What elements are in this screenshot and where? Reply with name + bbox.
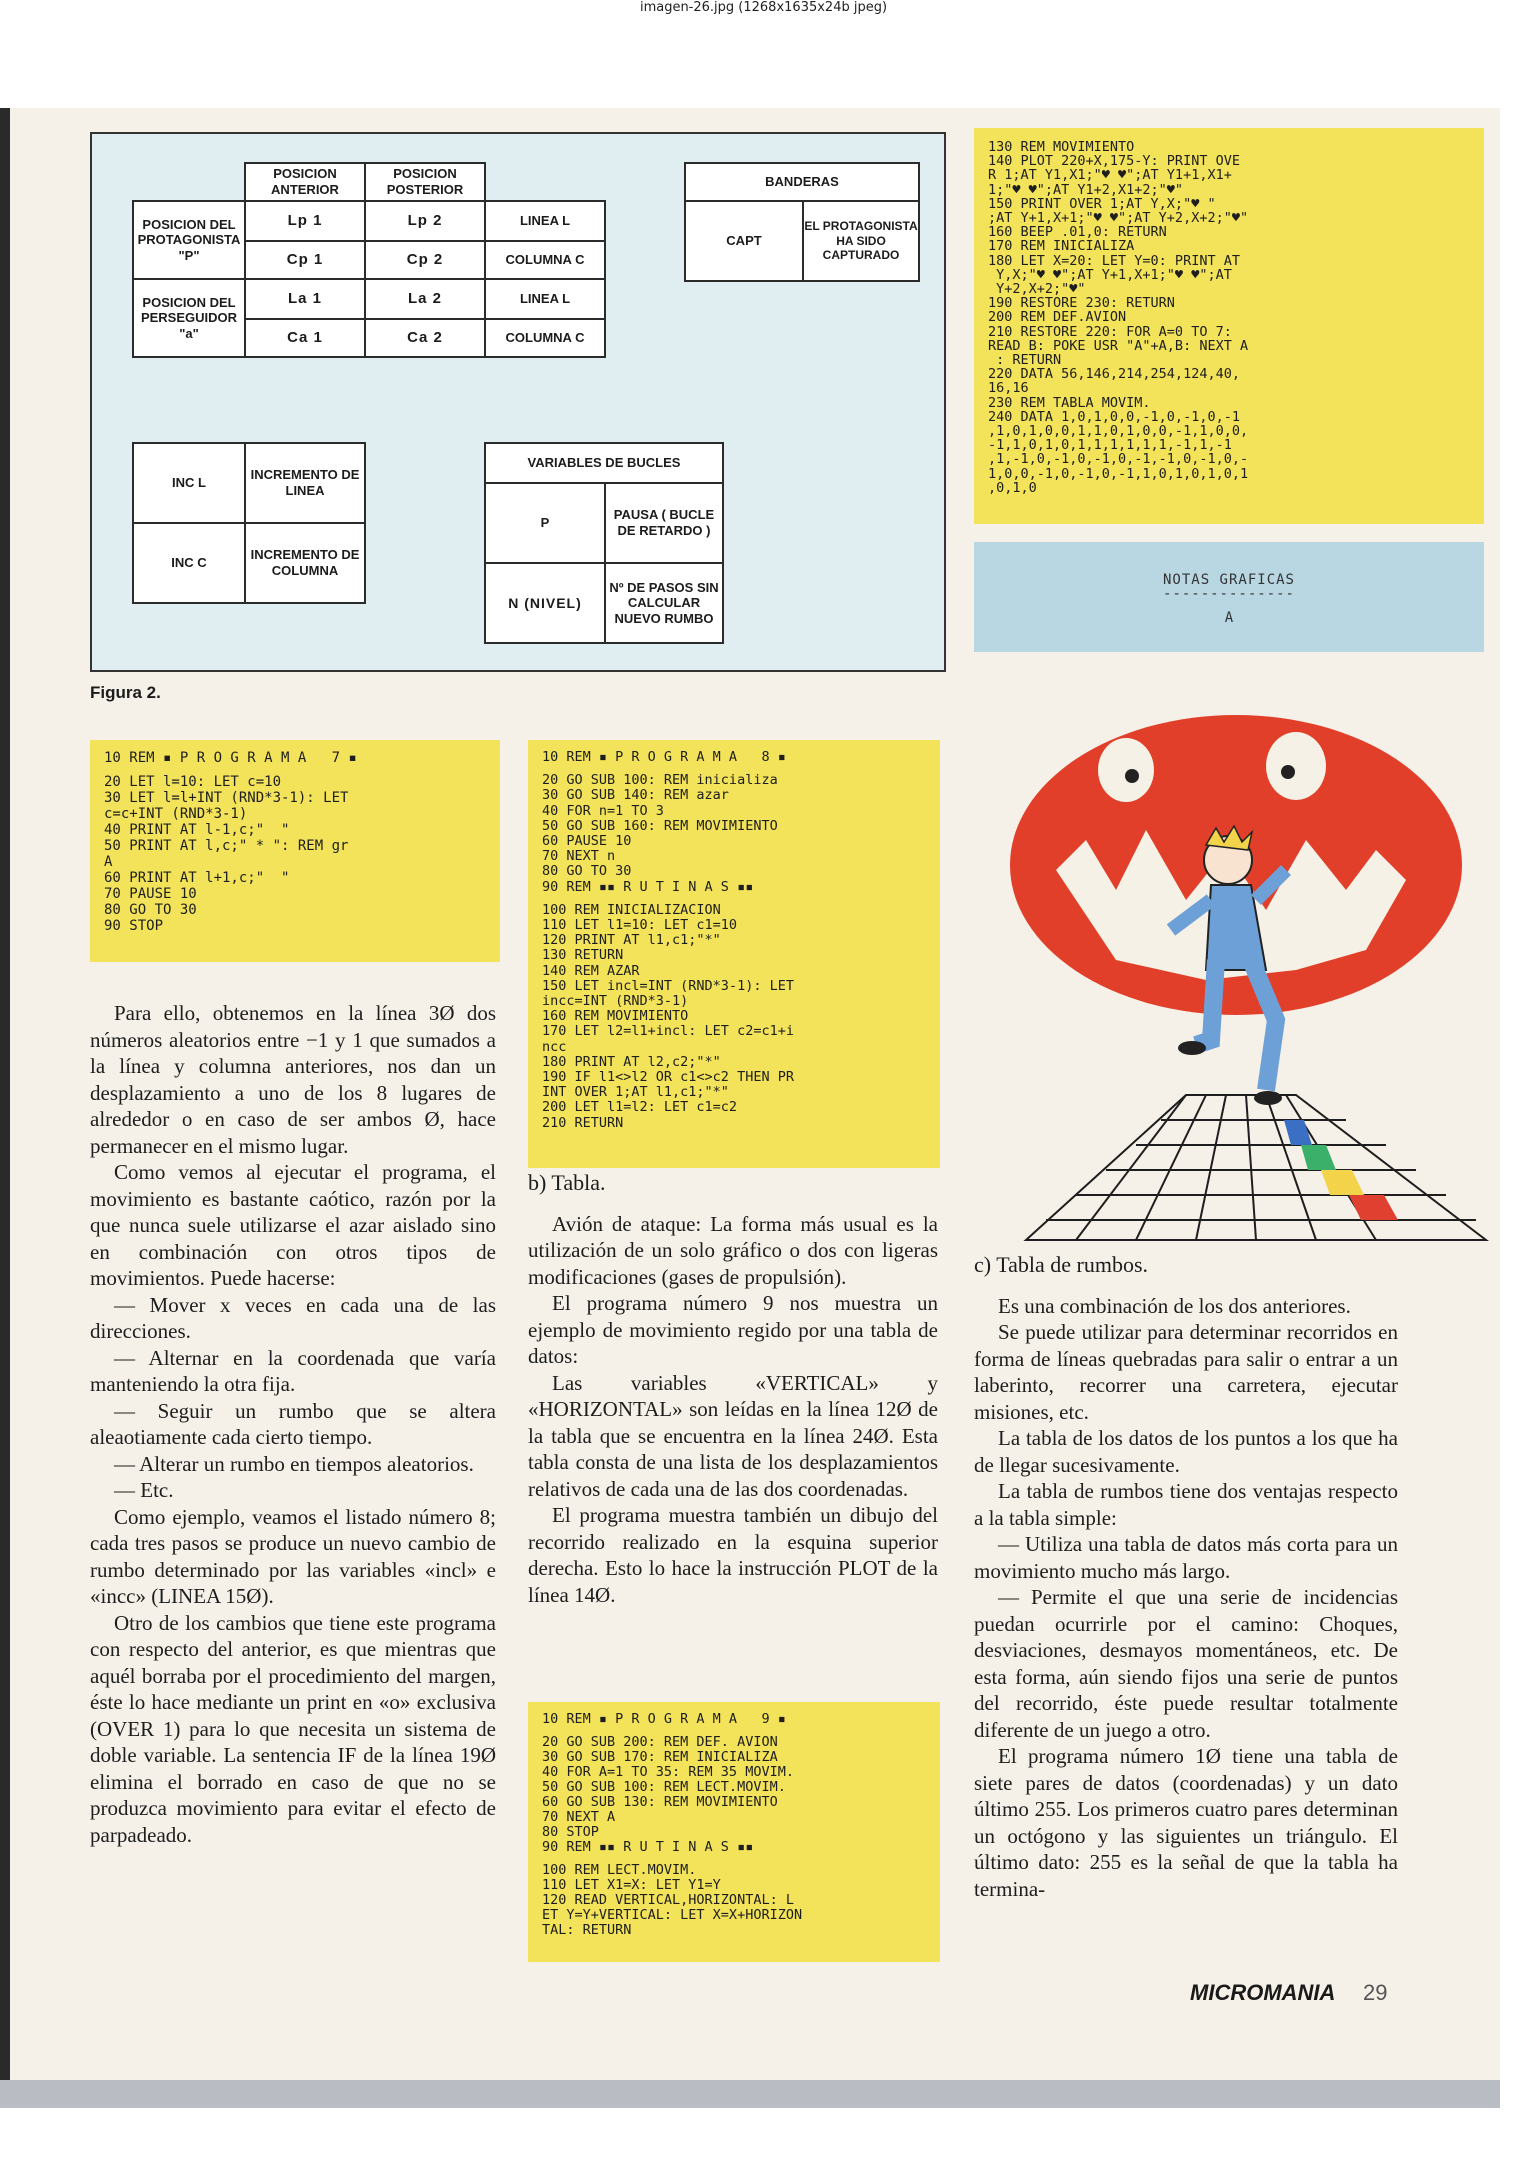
code-line: 120 READ VERTICAL,HORIZONTAL: L: [542, 1892, 794, 1908]
lp1-cell: Lp 1: [244, 200, 366, 242]
figure-2-diagram: [90, 132, 946, 672]
code-line: [104, 766, 486, 774]
code-line: R 1;AT Y1,X1;"♥ ♥";AT Y1+1,X1+: [988, 167, 1232, 184]
code-line: 200 REM DEF.AVION: [988, 309, 1127, 326]
col3-paragraph: La tabla de rumbos tiene dos ventajas respecto a la tabla simple:: [974, 1479, 1398, 1530]
col3-paragraph: — Permite el que una serie de incidencias puedan ocurrirle por el camino: Choques, desviaciones, desmayos momentáneos, etc. De esta forma, aún siendo fijos una serie de puntos del recorrido, éste puede resultar totalmente diferente de un juego a otro.: [974, 1585, 1398, 1742]
code-line: 100 REM LECT.MOVIM.: [542, 1862, 697, 1878]
code-line: c=c+INT (RND*3-1): [104, 806, 248, 822]
code-line: 140 PLOT 220+X,175-Y: PRINT OVE: [988, 153, 1240, 170]
col2-caption: b) Tabla.: [528, 1170, 606, 1195]
notas-graficas-box: [974, 542, 1484, 652]
text-column-1: [90, 1000, 496, 1848]
code-line: 40 FOR A=1 TO 35: REM 35 MOVIM.: [542, 1764, 794, 1780]
col1-paragraph: Como vemos al ejecutar el programa, el movimiento es bastante caótico, razón por la que nunca suele utilizarse el azar aislado sino en combinación con otros tipos de movimientos. Puede hacerse:: [90, 1160, 496, 1290]
code-line: ;AT Y+1,X+1;"♥ ♥";AT Y+2,X+2;"♥": [988, 210, 1249, 227]
la2-cell: La 2: [364, 278, 486, 320]
code-line: 110 LET X1=X: LET Y1=Y: [542, 1877, 721, 1893]
col1-paragraph: — Etc.: [114, 1478, 174, 1502]
col1-paragraph: Otro de los cambios que tiene este programa con respecto del anterior, es que mientras que aquél borraba por el procedimiento del margen, éste lo hace mediante un print en «o» exclusiva (OVER 1) para lo que necesita un sistema de doble variable. La sentencia IF de la línea 19Ø elimina el borrado en caso de que no se produzca movimiento para evitar el efecto de parpadeado.: [90, 1610, 496, 1847]
n-var: N (NIVEL): [484, 562, 606, 644]
code-line: 90 REM ▪▪ R U T I N A S ▪▪: [542, 1839, 754, 1855]
notas-underline: --------------: [1162, 586, 1295, 602]
code-line: 180 PRINT AT l2,c2;"*": [542, 1053, 721, 1070]
code-line: 210 RESTORE 220: FOR A=0 TO 7:: [988, 323, 1232, 340]
code-line: 30 GO SUB 140: REM azar: [542, 787, 729, 804]
col3-caption: c) Tabla de rumbos.: [974, 1252, 1149, 1277]
code-line: 80 GO TO 30: [542, 863, 632, 880]
code-line: Y+2,X+2;"♥": [988, 281, 1086, 298]
lp2-cell: Lp 2: [364, 200, 486, 242]
code-line: 220 DATA 56,146,214,254,124,40,: [988, 366, 1240, 383]
code-line: 170 LET l2=l1+incl: LET c2=c1+i: [542, 1023, 794, 1040]
code-line: 70 NEXT A: [542, 1809, 616, 1825]
code-line: 70 PAUSE 10: [104, 886, 197, 902]
text-column-3: [974, 1252, 1398, 1902]
code-line: incc=INT (RND*3-1): [542, 993, 689, 1010]
code-line: A: [104, 854, 113, 870]
viewer-title: imagen-26.jpg (1268x1635x24b jpeg): [639, 0, 888, 15]
code-line: 80 GO TO 30: [104, 902, 197, 918]
col1-paragraph: — Seguir un rumbo que se altera aleaotiamente cada cierto tiempo.: [90, 1398, 496, 1449]
code-line: 70 NEXT n: [542, 848, 616, 865]
code-line: INT OVER 1;AT l1,c1;"*": [542, 1084, 729, 1101]
monster-left-eye: [1098, 738, 1154, 802]
code-line: 100 REM INICIALIZACION: [542, 901, 721, 918]
code-line: 60 GO SUB 130: REM MOVIMIENTO: [542, 1794, 778, 1810]
col3-paragraph: Se puede utilizar para determinar recorridos en forma de líneas quebradas para salir o entrar a un laberinto, recorrer una carretera, ejecutar misiones, etc.: [974, 1320, 1398, 1424]
listing-program-9: [528, 1702, 940, 1962]
code-line: 50 PRINT AT l,c;" * ": REM gr: [104, 838, 349, 854]
code-line: 30 LET l=l+INT (RND*3-1): LET: [104, 790, 349, 806]
code-line: TAL: RETURN: [542, 1922, 632, 1938]
inc-l-desc: INCREMENTO DE LINEA: [244, 442, 366, 524]
code-line: 150 PRINT OVER 1;AT Y,X;"♥ ": [988, 195, 1216, 212]
columna-c-cell: COLUMNA C: [484, 240, 606, 280]
code-line: Y,X;"♥ ♥";AT Y+1,X+1;"♥ ♥";AT: [988, 266, 1232, 283]
listing-program-7: [90, 740, 500, 962]
code-line: 40 PRINT AT l-1,c;" ": [104, 822, 290, 838]
code-line: ,0,1,0: [988, 479, 1037, 496]
col3-paragraph: El programa número 1Ø tiene una tabla de siete pares de datos (coordenadas) y un dato último 255. Los primeros cuatro pares determinan un octógono y las siguientes un triángulo. El último dato: 255 es la señal de que la tabla ha termina-: [974, 1744, 1398, 1901]
page-gutter: [0, 108, 10, 2108]
capt-desc: EL PROTAGONISTA HA SIDO CAPTURADO: [802, 200, 920, 282]
code-line: 20 GO SUB 200: REM DEF. AVION: [542, 1734, 778, 1750]
code-line: 60 PAUSE 10: [542, 833, 632, 850]
code-line: 10 REM ▪ P R O G R A M A 9 ▪: [542, 1711, 786, 1727]
code-line: ,1,0,1,0,0,1,1,0,1,0,0,-1,1,0,0,: [988, 423, 1249, 440]
notas-char: A: [1224, 610, 1234, 626]
cp1-cell: Cp 1: [244, 240, 366, 280]
code-line: 130 REM MOVIMIENTO: [988, 139, 1135, 155]
col2-paragraph: El programa muestra también un dibujo del recorrido realizado en la esquina superior derecha. Esto lo hace la instrucción PLOT de la línea 14Ø.: [528, 1503, 938, 1607]
header-posterior: POSICION POSTERIOR: [364, 162, 486, 202]
col2-paragraph: Las variables «VERTICAL» y «HORIZONTAL» son leídas en la línea 12Ø de la tabla que se encuentra en la línea 24Ø. Esta tabla consta de una lista de los desplazamientos relativos de cada una de las dos coordenadas.: [528, 1370, 938, 1501]
code-line: 1;"♥ ♥";AT Y1+2,X1+2;"♥": [988, 181, 1184, 198]
code-line: 190 RESTORE 230: RETURN: [988, 295, 1175, 312]
col1-paragraph: — Alternar en la coordenada que varía manteniendo la otra fija.: [90, 1345, 496, 1396]
col1-paragraph: Como ejemplo, veamos el listado número 8; cada tres pasos se produce un nuevo cambio de rumbo determinado por las variables «incl» e «incc» (LINEA 15Ø).: [90, 1504, 496, 1608]
page-bottom-edge: [0, 2080, 1500, 2108]
code-line: 130 RETURN: [542, 947, 624, 964]
notas-title: NOTAS GRAFICAS: [1162, 572, 1295, 588]
code-line: 200 LET l1=l2: LET c1=c2: [542, 1099, 738, 1116]
bucles-title: VARIABLES DE BUCLES: [484, 442, 724, 484]
code-line: 90 STOP: [104, 918, 164, 934]
grid-floor: [1026, 1095, 1486, 1240]
inc-l-var: INC L: [132, 442, 246, 524]
code-line: 50 GO SUB 100: REM LECT.MOVIM.: [542, 1779, 786, 1795]
columna-c-cell-2: COLUMNA C: [484, 318, 606, 358]
banderas-title: BANDERAS: [684, 162, 920, 202]
p-var: P: [484, 482, 606, 564]
linea-l-cell-2: LINEA L: [484, 278, 606, 320]
col1-paragraph: — Mover x veces en cada una de las direcciones.: [90, 1292, 496, 1343]
code-line: 160 REM MOVIMIENTO: [542, 1008, 689, 1025]
code-line: 20 LET l=10: LET c=10: [104, 774, 282, 790]
col3-paragraph: Es una combinación de los dos anteriores.: [998, 1293, 1351, 1318]
cp2-cell: Cp 2: [364, 240, 486, 280]
inc-c-desc: INCREMENTO DE COLUMNA: [244, 522, 366, 604]
capt-var: CAPT: [684, 200, 804, 282]
code-line: 30 GO SUB 170: REM INICIALIZA: [542, 1749, 778, 1765]
code-line: -1,1,0,1,0,1,1,1,1,1,1,-1,1,-1: [988, 437, 1232, 454]
col2-paragraph: El programa número 9 nos muestra un ejemplo de movimiento regido por una tabla de datos:: [528, 1291, 938, 1368]
code-line: 80 STOP: [542, 1824, 599, 1840]
code-line: 210 RETURN: [542, 1114, 624, 1131]
code-line: 180 LET X=20: LET Y=0: PRINT AT: [988, 252, 1240, 269]
linea-l-cell: LINEA L: [484, 200, 606, 242]
la1-cell: La 1: [244, 278, 366, 320]
code-line: 140 REM AZAR: [542, 962, 640, 979]
code-line: ,1,-1,0,-1,0,-1,0,-1,-1,0,-1,0,-: [988, 451, 1249, 468]
code-line: 170 REM INICIALIZA: [988, 238, 1135, 255]
code-line: 60 PRINT AT l+1,c;" ": [104, 870, 290, 886]
col3-paragraph: La tabla de los datos de los puntos a los que ha de llegar sucesivamente.: [974, 1426, 1398, 1477]
col1-paragraph: Para ello, obtenemos en la línea 3Ø dos números aleatorios entre −1 y 1 que sumados a la línea y columna anteriores, nos dan un desplazamiento a uno de los 8 lugares de alrededor o en caso de ser ambos Ø, hace permanecer en el mismo lugar.: [90, 1001, 496, 1158]
protagonista-label: POSICION DEL PROTAGONISTA "P": [132, 200, 246, 280]
code-line: 40 FOR n=1 TO 3: [542, 802, 664, 819]
ca1-cell: Ca 1: [244, 318, 366, 358]
n-desc: Nº DE PASOS SIN CALCULAR NUEVO RUMBO: [604, 562, 724, 644]
code-line: 1,0,0,-1,0,-1,0,-1,1,0,1,0,1,0,1: [988, 465, 1249, 482]
code-line: : RETURN: [988, 352, 1062, 369]
header-anterior: POSICION ANTERIOR: [244, 162, 366, 202]
listing-top-right: [974, 128, 1484, 524]
col1-paragraph: — Alterar un rumbo en tiempos aleatorios.: [114, 1451, 474, 1476]
runner-illustration: [966, 700, 1500, 1260]
code-line: 10 REM ▪ P R O G R A M A 7 ▪: [104, 750, 357, 766]
code-line: 16,16: [988, 380, 1029, 397]
code-line: ET Y=Y+VERTICAL: LET X=X+HORIZON: [542, 1907, 803, 1923]
code-line: 50 GO SUB 160: REM MOVIMIENTO: [542, 817, 778, 834]
perseguidor-label: POSICION DEL PERSEGUIDOR "a": [132, 278, 246, 358]
code-line: 160 BEEP .01,0: RETURN: [988, 224, 1167, 241]
text-column-2: [528, 1170, 938, 1608]
code-line: 10 REM ▪ P R O G R A M A 8 ▪: [542, 749, 786, 765]
code-line: ncc: [542, 1038, 567, 1055]
footer-brand: MICROMANIA: [1190, 1980, 1336, 2005]
col3-paragraph: — Utiliza una tabla de datos más corta para un movimiento mucho más largo.: [974, 1532, 1398, 1583]
page-number: 29: [1363, 1980, 1388, 2005]
code-line: 150 LET incl=INT (RND*3-1): LET: [542, 977, 794, 994]
listing-program-8: [528, 740, 940, 1168]
code-line: READ B: POKE USR "A"+A,B: NEXT A: [988, 337, 1249, 354]
code-line: 20 GO SUB 100: REM inicializa: [542, 772, 778, 789]
code-line: 120 PRINT AT l1,c1;"*": [542, 932, 721, 949]
code-line: 230 REM TABLA MOVIM.: [988, 394, 1151, 411]
monster-right-eye: [1266, 732, 1326, 800]
p-desc: PAUSA ( BUCLE DE RETARDO ): [604, 482, 724, 564]
ca2-cell: Ca 2: [364, 318, 486, 358]
code-line: 90 REM ▪▪ R U T I N A S ▪▪: [542, 878, 754, 895]
inc-c-var: INC C: [132, 522, 246, 604]
code-line: 110 LET l1=10: LET c1=10: [542, 917, 738, 934]
code-line: 240 DATA 1,0,1,0,0,-1,0,-1,0,-1: [988, 408, 1240, 425]
code-line: 190 IF l1<>l2 OR c1<>c2 THEN PR: [542, 1069, 794, 1086]
figure-caption: Figura 2.: [90, 683, 161, 702]
col2-paragraph: Avión de ataque: La forma más usual es la utilización de un solo gráfico o dos con ligeras modificaciones (gases de propulsión).: [528, 1211, 938, 1289]
